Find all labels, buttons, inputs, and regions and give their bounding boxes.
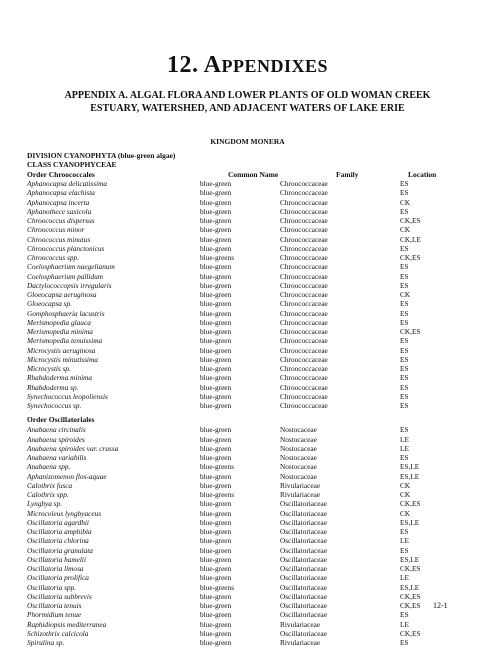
family-name: Oscillatoriaceae	[280, 499, 327, 509]
common-name: blue-green	[200, 610, 232, 620]
species-name: Oscillatoria chlorina	[27, 536, 89, 546]
species-name: Oscillatoria tenuis	[27, 601, 82, 610]
location-code: ES	[400, 262, 409, 272]
table-row	[27, 638, 447, 647]
family-name: Oscillatoriaceae	[280, 554, 327, 564]
species-name: Raphidiopsis mediterranea	[27, 619, 107, 629]
location-code: CK	[400, 225, 411, 235]
table-row	[27, 610, 447, 619]
location-code: CK	[400, 290, 411, 299]
common-name: blue-greens	[200, 462, 235, 472]
location-code: ES	[400, 382, 409, 392]
table-row	[27, 281, 447, 290]
species-name: Oscillatoria limosa	[27, 564, 84, 573]
species-name: Calothrix spp.	[27, 490, 69, 499]
location-code: LE	[400, 573, 409, 583]
species-name: Coelosphaerium pallidum	[27, 271, 104, 281]
family-name: Oscillatoriaceae	[280, 628, 327, 638]
species-name: Oscillatoria granulata	[27, 545, 93, 555]
species-name: Aphanothece saxicola	[27, 206, 92, 216]
table-row	[27, 253, 447, 262]
location-code: ES	[400, 271, 409, 281]
table-row	[27, 527, 447, 536]
species-name: Calothrix fusca	[27, 480, 73, 490]
location-code: CK	[400, 490, 411, 499]
location-code: CK,ES	[400, 216, 421, 225]
family-name: Chroococcaceae	[280, 391, 328, 401]
common-name: blue-green	[200, 434, 232, 444]
common-name: blue-green	[200, 179, 232, 188]
location-code: ES	[400, 179, 409, 188]
family-name: Nostocaceae	[280, 425, 317, 435]
location-code: ES,LE	[400, 517, 420, 527]
family-name: Oscillatoriaceae	[280, 582, 327, 592]
species-name: Aphanocapsa elachista	[27, 188, 95, 198]
family-name: Nostocaceae	[280, 453, 317, 462]
taxonomy-heading	[27, 151, 175, 170]
table-row	[27, 299, 447, 308]
common-name: blue-green	[200, 517, 232, 527]
location-code: ES	[400, 243, 409, 253]
species-name: Synechococcus leopoliensis	[27, 391, 108, 401]
table-row	[27, 453, 447, 462]
location-code: ES	[400, 206, 409, 216]
family-name: Chroococcaceae	[280, 188, 328, 198]
appendix-heading-line2: ESTUARY, WATERSHED, AND ADJACENT WATERS OF LAKE ERIE	[90, 103, 405, 114]
common-name: blue-green	[200, 443, 232, 453]
family-name: Chroococcaceae	[280, 179, 328, 188]
common-name: blue-greens	[200, 253, 235, 262]
table-row	[27, 573, 447, 582]
location-code: ES	[400, 401, 409, 410]
common-name: blue-green	[200, 262, 232, 272]
species-name: Oscillatoria agardhii	[27, 517, 89, 527]
family-name: Chroococcaceae	[280, 373, 328, 383]
common-name: blue-green	[200, 299, 232, 309]
table-row	[27, 318, 447, 327]
column-header-common-name: Common Name	[228, 170, 279, 179]
family-name: Oscillatoriaceae	[280, 591, 327, 601]
family-name: Nostocaceae	[280, 462, 317, 472]
common-name: blue-green	[200, 545, 232, 555]
family-name: Chroococcaceae	[280, 299, 328, 309]
species-name: Oscillatoria subbrevis	[27, 591, 92, 601]
family-name: Oscillatoriaceae	[280, 508, 327, 518]
species-name: Microcystis minutissima	[27, 354, 98, 364]
table-row	[27, 592, 447, 601]
family-name: Chroococcaceae	[280, 336, 328, 346]
common-name: blue-green	[200, 327, 232, 336]
common-name: blue-green	[200, 290, 232, 299]
common-name: blue-green	[200, 373, 232, 383]
location-code: ES,LE	[400, 554, 420, 564]
table-row	[27, 392, 447, 401]
location-code: ES	[400, 354, 409, 364]
common-name: blue-green	[200, 354, 232, 364]
location-code: ES	[400, 308, 409, 318]
location-code: LE	[400, 434, 409, 444]
family-name: Rivulariaceae	[280, 480, 321, 490]
common-name: blue-green	[200, 573, 232, 583]
location-code: ES,LE	[400, 582, 420, 592]
table-row	[27, 472, 447, 481]
species-name: Anabaena spp.	[27, 462, 71, 472]
common-name: blue-green	[200, 271, 232, 281]
species-name: Anabaena circinalis	[27, 425, 86, 435]
common-name: blue-green	[200, 336, 232, 346]
family-name: Rivulariaceae	[280, 490, 321, 499]
table-row	[27, 373, 447, 382]
family-name: Nostocaceae	[280, 434, 317, 444]
table-row	[27, 490, 447, 499]
common-name: blue-green	[200, 382, 232, 392]
table-row	[27, 225, 447, 234]
common-name: blue-green	[200, 638, 232, 647]
column-header-family: Family	[336, 170, 359, 179]
chapter-number: 12.	[166, 52, 204, 78]
species-name: Aphanizomenon flos-aquae	[27, 471, 107, 481]
table-row	[27, 290, 447, 299]
species-name: Synechococcus sp.	[27, 401, 82, 410]
family-name: Chroococcaceae	[280, 382, 328, 392]
species-name: Schizothrix calcicola	[27, 628, 89, 638]
species-name: Oscillatoria prolifica	[27, 573, 89, 583]
common-name: blue-green	[200, 564, 232, 573]
family-name: Chroococcaceae	[280, 262, 328, 272]
table-row	[27, 564, 447, 573]
family-name: Chroococcaceae	[280, 280, 328, 290]
table-row	[27, 620, 447, 629]
family-name: Chroococcaceae	[280, 197, 328, 207]
species-name: Chroococcus minor	[27, 225, 85, 235]
location-code: ES	[400, 527, 409, 536]
table-row	[27, 629, 447, 638]
table-row	[27, 518, 447, 527]
table-row	[27, 425, 447, 434]
family-name: Oscillatoriaceae	[280, 517, 327, 527]
table-row	[27, 198, 447, 207]
common-name: blue-green	[200, 317, 232, 327]
species-name: Dactylococcopsis irregularis	[27, 280, 112, 290]
common-name: blue-green	[200, 453, 232, 462]
table-row	[27, 346, 447, 355]
kingdom-heading: KINGDOM MONERA	[210, 137, 285, 146]
common-name: blue-green	[200, 628, 232, 638]
family-name: Chroococcaceae	[280, 327, 328, 336]
location-code: ES	[400, 280, 409, 290]
table-row	[27, 546, 447, 555]
common-name: blue-green	[200, 308, 232, 318]
common-name: blue-green	[200, 401, 232, 410]
species-name: Oscillatoria amphibia	[27, 527, 92, 536]
common-name: blue-green	[200, 554, 232, 564]
location-code: LE	[400, 443, 409, 453]
species-name: Gloeocapsa aeruginosa	[27, 290, 97, 299]
species-name: Anabaena variabilis	[27, 453, 87, 462]
common-name: blue-green	[200, 364, 232, 373]
common-name: blue-green	[200, 216, 232, 225]
common-name: blue-green	[200, 601, 232, 610]
location-code: CK,ES	[400, 564, 421, 573]
species-name: Anabaena spiroides	[27, 434, 85, 444]
common-name: blue-green	[200, 619, 232, 629]
location-code: ES	[400, 317, 409, 327]
table-row	[27, 272, 447, 281]
family-name: Chroococcaceae	[280, 290, 328, 299]
common-name: blue-green	[200, 391, 232, 401]
table-row	[27, 401, 447, 410]
species-name: Rhabdoderma sp.	[27, 382, 79, 392]
common-name: blue-green	[200, 425, 232, 435]
family-name: Chroococcaceae	[280, 271, 328, 281]
location-code: ES	[400, 453, 409, 462]
order-heading: Order Chroococcales	[27, 170, 95, 179]
chapter-title	[0, 52, 495, 79]
species-name: Merismopedia tenuissima	[27, 336, 103, 346]
species-name: Microcoleus lyngbyaceus	[27, 508, 102, 518]
family-name: Nostocaceae	[280, 471, 317, 481]
location-code: CK,ES	[400, 327, 421, 336]
location-code: CK,ES	[400, 591, 421, 601]
family-name: Chroococcaceae	[280, 225, 328, 235]
family-name: Chroococcaceae	[280, 243, 328, 253]
appendix-heading	[40, 89, 455, 115]
common-name: blue-green	[200, 280, 232, 290]
species-name: Rhabdoderma minima	[27, 373, 93, 383]
location-code: ES	[400, 638, 409, 647]
species-name: Chroococcus dispersus	[27, 216, 95, 225]
location-code: LE	[400, 536, 409, 546]
table-row	[27, 509, 447, 518]
family-name: Oscillatoriaceae	[280, 601, 327, 610]
table-row	[27, 601, 447, 610]
table-row	[27, 207, 447, 216]
species-name: Microcystis sp.	[27, 364, 71, 373]
family-name: Oscillatoriaceae	[280, 545, 327, 555]
location-code: ES	[400, 425, 409, 435]
species-name: Microcystis aeruginosa	[27, 345, 96, 355]
species-name: Anabaena spiroides var. crassa	[27, 443, 119, 453]
table-row	[27, 435, 447, 444]
division-heading: DIVISION CYANOPHYTA (blue-green algae)	[27, 151, 176, 160]
table-row	[27, 235, 447, 244]
family-name: Chroococcaceae	[280, 308, 328, 318]
table-row	[27, 336, 447, 345]
family-name: Oscillatoriaceae	[280, 573, 327, 583]
table-row	[27, 327, 447, 336]
appendix-heading-line1: APPENDIX A. ALGAL FLORA AND LOWER PLANTS OF OLD WOMAN CREEK	[64, 90, 431, 101]
table-row	[27, 244, 447, 253]
species-name: Gloeocapsa sp.	[27, 299, 72, 309]
family-name: Rivulariaceae	[280, 619, 321, 629]
location-code: CK	[400, 480, 411, 490]
page-number: 12-1	[433, 601, 448, 610]
family-name: Oscillatoriaceae	[280, 527, 327, 536]
species-name: Gomphosphaeria lacustris	[27, 308, 105, 318]
location-code: ES	[400, 610, 409, 620]
common-name: blue-green	[200, 536, 232, 546]
table-row	[27, 179, 447, 188]
location-code: CK,LE	[400, 234, 421, 244]
family-name: Rivulariaceae	[280, 638, 321, 647]
table-row	[27, 536, 447, 545]
location-code: ES	[400, 188, 409, 198]
class-heading: CLASS CYANOPHYCEAE	[27, 160, 117, 170]
location-code: ES,LE	[400, 471, 420, 481]
species-table	[27, 179, 447, 647]
species-name: Aphanocapsa incerta	[27, 197, 90, 207]
table-row	[27, 364, 447, 373]
location-code: ES	[400, 345, 409, 355]
table-row	[27, 583, 447, 592]
table-row	[27, 355, 447, 364]
common-name: blue-greens	[200, 490, 235, 499]
family-name: Oscillatoriaceae	[280, 610, 327, 620]
family-name: Oscillatoriaceae	[280, 536, 327, 546]
table-row	[27, 188, 447, 197]
location-code: CK	[400, 508, 411, 518]
family-name: Chroococcaceae	[280, 234, 328, 244]
species-name: Chroococcus spp.	[27, 253, 80, 262]
location-code: CK,ES	[400, 601, 421, 610]
species-name: Oscillatoria spp.	[27, 582, 77, 592]
common-name: blue-green	[200, 206, 232, 216]
family-name: Chroococcaceae	[280, 345, 328, 355]
family-name: Chroococcaceae	[280, 216, 328, 225]
family-name: Chroococcaceae	[280, 253, 328, 262]
common-name: blue-green	[200, 188, 232, 198]
common-name: blue-green	[200, 471, 232, 481]
location-code: ES,LE	[400, 462, 420, 472]
species-name: Aphanocapsa delicatissima	[27, 179, 108, 188]
family-name: Chroococcaceae	[280, 317, 328, 327]
species-name: Chroococcus minutus	[27, 234, 91, 244]
location-code: ES	[400, 373, 409, 383]
species-name: Phormidium tenue	[27, 610, 82, 620]
location-code: ES	[400, 545, 409, 555]
table-row	[27, 309, 447, 318]
table-row	[27, 383, 447, 392]
species-name: Merismopedia minima	[27, 327, 93, 336]
table-row	[27, 555, 447, 564]
common-name: blue-green	[200, 480, 232, 490]
family-name: Oscillatoriaceae	[280, 564, 327, 573]
family-name: Chroococcaceae	[280, 364, 328, 373]
table-row	[27, 462, 447, 471]
common-name: blue-green	[200, 591, 232, 601]
common-name: blue-green	[200, 243, 232, 253]
species-name: Chroococcus planctonicus	[27, 243, 105, 253]
location-code: ES	[400, 299, 409, 309]
location-code: ES	[400, 391, 409, 401]
common-name: blue-green	[200, 234, 232, 244]
table-row	[27, 262, 447, 271]
order-heading: Order Oscillatoriales	[27, 415, 95, 425]
location-code: CK	[400, 197, 411, 207]
common-name: blue-greens	[200, 582, 235, 592]
chapter-title-initial: A	[203, 52, 222, 78]
common-name: blue-green	[200, 508, 232, 518]
location-code: CK,ES	[400, 499, 421, 509]
species-name: Spirulina sp.	[27, 638, 65, 647]
family-name: Chroococcaceae	[280, 206, 328, 216]
species-name: Merismopedia glauca	[27, 317, 91, 327]
location-code: ES	[400, 336, 409, 346]
family-name: Nostocaceae	[280, 443, 317, 453]
table-row	[27, 481, 447, 490]
common-name: blue-green	[200, 527, 232, 536]
table-row	[27, 499, 447, 508]
species-name: Lyngbya sp.	[27, 499, 63, 509]
common-name: blue-green	[200, 499, 232, 509]
family-name: Chroococcaceae	[280, 401, 328, 410]
species-name: Oscillatoria hamelii	[27, 554, 86, 564]
location-code: LE	[400, 619, 409, 629]
table-row	[27, 216, 447, 225]
common-name: blue-green	[200, 345, 232, 355]
location-code: CK,ES	[400, 253, 421, 262]
chapter-title-rest: PPENDIXES	[221, 56, 329, 76]
common-name: blue-green	[200, 225, 232, 235]
table-row	[27, 444, 447, 453]
family-name: Chroococcaceae	[280, 354, 328, 364]
location-code: CK,ES	[400, 628, 421, 638]
species-name: Coelosphaerium naegelianum	[27, 262, 115, 272]
location-code: ES	[400, 364, 409, 373]
column-header-location: Location	[408, 170, 437, 179]
common-name: blue-green	[200, 197, 232, 207]
